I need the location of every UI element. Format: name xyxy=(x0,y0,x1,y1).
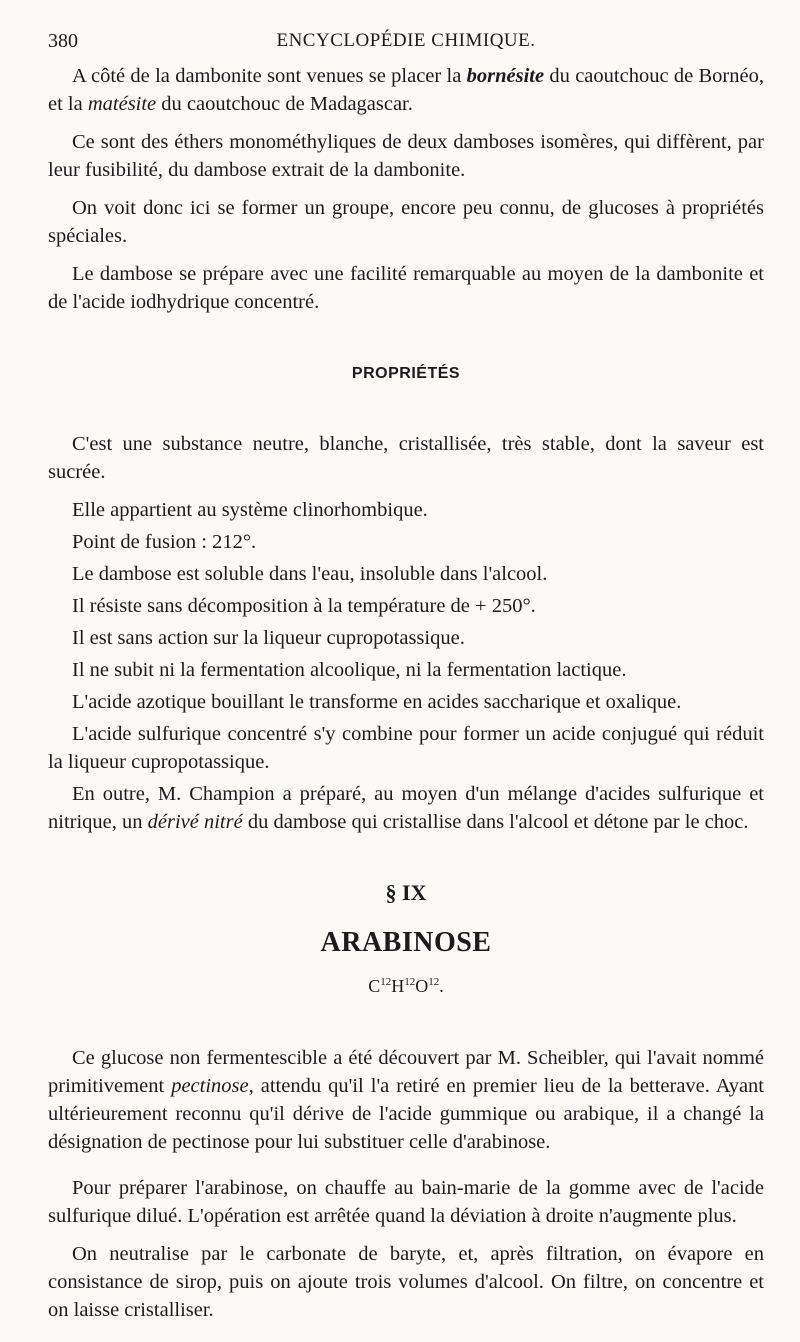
property-sulfuric-acid: L'acide sulfurique concentré s'y combine pour former un acide conjugué qui réduit la liqueur cupropotassique. xyxy=(48,723,764,773)
page-body xyxy=(48,62,764,1324)
term-pectinose: pectinose xyxy=(171,1075,249,1097)
page-number: 380 xyxy=(48,30,78,52)
term-bornesite: bornésite xyxy=(466,65,545,87)
chemical-formula: $C^{12}H^{12}O^{12}$. xyxy=(368,976,444,996)
property-nitro-derivative: En outre, M. Champion a préparé, au moyen d'un mélange d'acides sulfurique et nitrique, un dérivé nitré du dambose qui cristallise dans l'alcool et détone par le choc. xyxy=(48,783,764,833)
paragraph-group: On voit donc ici se former un groupe, encore peu connu, de glucoses à propriétés spéciales. xyxy=(48,197,764,247)
property-cupropotassic: Il est sans action sur la liqueur cupropotassique. xyxy=(72,627,465,649)
property-temperature: Il résiste sans décomposition à la température de + 250°. xyxy=(72,595,536,617)
chapter-title: ARABINOSE xyxy=(320,927,492,958)
property-solubility: Le dambose est soluble dans l'eau, insoluble dans l'alcool. xyxy=(72,563,548,585)
paragraph-arabinose-preparation: Pour préparer l'arabinose, on chauffe au bain-marie de la gomme avec de l'acide sulfurique dilué. L'opération est arrêtée quand la déviation à droite n'augmente plus. xyxy=(48,1177,764,1227)
term-matesite: matésite xyxy=(87,93,157,115)
property-description: C'est une substance neutre, blanche, cristallisée, très stable, dont la saveur est sucrée. xyxy=(48,433,764,483)
properties-heading: PROPRIÉTÉS xyxy=(351,365,461,382)
term-derive-nitre: dérivé nitré xyxy=(147,811,243,833)
paragraph-discovery: Ce glucose non fermentescible a été découvert par M. Scheibler, qui l'avait nommé primitivement pectinose, attendu qu'il l'a retiré en premier lieu de la betterave. Ayant ultérieurement reconnu qu'il dérive de l'acide gummique ou arabique, il a changé la désignation de pectinose pour lui substituer celle d'arabinose. xyxy=(48,1047,765,1153)
paragraph-bornesite: A côté de la dambonite sont venues se placer la bornésite du caoutchouc de Bornéo, et la matésite du caoutchouc de Madagascar. xyxy=(48,65,764,115)
page-header xyxy=(48,30,764,56)
running-head: ENCYCLOPÉDIE CHIMIQUE. xyxy=(276,30,536,51)
paragraph-ethers: Ce sont des éthers monométhyliques de deux damboses isomères, qui diffèrent, par leur fusibilité, du dambose extrait de la dambonite. xyxy=(48,131,764,181)
property-melting-point: Point de fusion : 212°. xyxy=(72,531,257,553)
paragraph-neutralization: On neutralise par le carbonate de baryte, et, après filtration, on évapore en consistance de sirop, puis on ajoute trois volumes d'alcool. On filtre, on concentre et on laisse cristalliser. xyxy=(48,1243,764,1321)
property-crystal-system: Elle appartient au système clinorhombique. xyxy=(72,499,428,521)
section-number: § IX xyxy=(385,880,427,905)
property-fermentation: Il ne subit ni la fermentation alcoolique, ni la fermentation lactique. xyxy=(72,659,627,681)
property-nitric-acid: L'acide azotique bouillant le transforme en acides saccharique et oxalique. xyxy=(72,691,682,713)
paragraph-preparation: Le dambose se prépare avec une facilité remarquable au moyen de la dambonite et de l'acide iodhydrique concentré. xyxy=(48,263,764,313)
